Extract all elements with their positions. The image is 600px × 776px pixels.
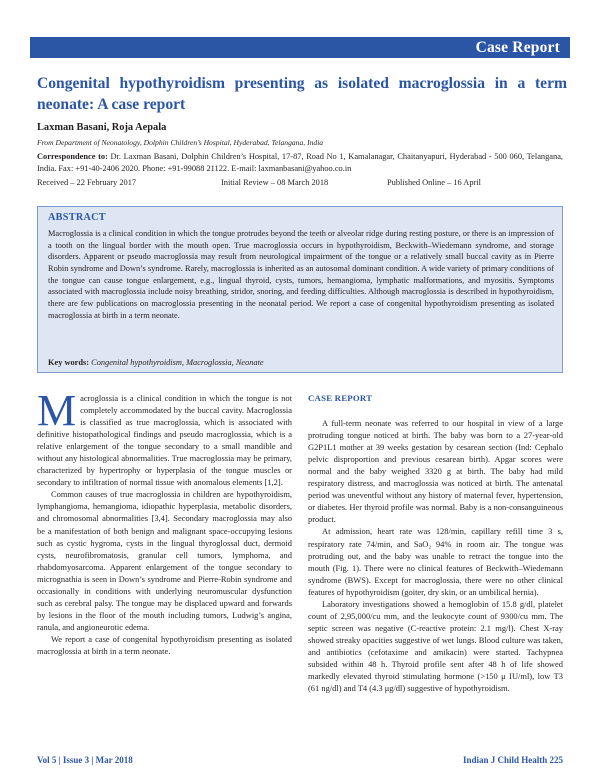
affiliation: From Department of Neonatology, Dolphin Children’s Hospital, Hyderabad, Telangana, India: [37, 138, 324, 147]
case-paragraph-1: A full-term neonate was referred to our hospital in view of a large protruding tongue noticed at birth. The baby was born to a 27-year-old G2P1L1 mother at 39 weeks gestation by cesarean section (Ind: Cephalo pelvic disproportion and previous cesarean birth). Apgar scores were normal and the baby weighed 3320 g at birth. The baby had mild respiratory distress, and macroglossia was noticed at birth. The antenatal period was uneventful without any history of maternal fever, hypertension, or diabetes. Her thyroid profile was normal. Baby is a non-consanguineous product.: [308, 418, 563, 525]
body-right-column: [308, 392, 563, 694]
case-report-heading: CASE REPORT: [308, 393, 373, 403]
abstract-body: Macroglossia is a clinical condition in which the tongue protrudes beyond the teeth or alveolar ridge during resting posture, or there is an impression of a tooth on the lingual border with the mouth open. True macroglossia occurs in hypothyroidism, Beckwith–Wiedemann syndrome, and storage disorders. Apparent or pseudo macroglossia may result from neurological impairment of the tongue or a relatively small buccal cavity as in Pierre Robin syndrome and Down’s syndrome. Rarely, macroglossia is inherited as an autosomal dominant condition. A wide variety of primary conditions of the tongue can cause tongue enlargement, e.g., lingual thyroid, cysts, tumors, hemangioma, lymphatic malformations, and myositis. Symptoms associated with macroglossia include noisy breathing, stridor, snoring, and feeding difficulties. Although macroglossia is described in hypothyroidism, there are few publications on macroglossia presenting in the neonatal period. We report a case of congenital hypothyroidism presenting as isolated macroglossia at birth in a term neonate.: [48, 229, 554, 320]
review-date: Initial Review – 08 March 2018: [221, 178, 329, 187]
keywords-list: Congenital hypothyroidism, Macroglossia, Neonate: [91, 358, 264, 367]
correspondence: [37, 151, 563, 175]
keywords-label: Key words:: [48, 358, 90, 367]
published-date: Published Online – 16 April: [387, 178, 481, 187]
article-title: Congenital hypothyroidism presenting as isolated macroglossia in a term neonate: A case report: [37, 75, 567, 113]
correspondence-text: Dr. Laxman Basani, Dolphin Children’s Hospital, 17-87, Road No 1, Kamalanagar, Chaitanyapuri, Hyderabad - 500 060, Telangana, India. Fax: +91-40-2406 2020. Phone: +91-99088 21122. E-mail: laxmanbasani@yahoo.co.in: [37, 152, 564, 173]
footer-journal-page: Indian J Child Health 225: [462, 755, 563, 765]
received-date: Received – 22 February 2017: [37, 178, 137, 187]
keywords: [48, 358, 264, 367]
section-banner: [30, 37, 570, 58]
section-label: Case Report: [475, 39, 560, 56]
intro-paragraph-2: Common causes of true macroglossia in children are hypothyroidism, lymphangioma, hemangioma, idiopathic hyperplasia, metabolic disorders, and chromosomal abnormalities [3,4]. Secondary macroglossia may also be a manifestation of both benign and malignant space-occupying lesions such as cystic hygroma, cysts in the lingual thyroglossal duct, dermoid cysts, neurofibromatosis, granular cell tumors, lymphoma, and rhabdomyosarcoma. Apparent enlargement of the tongue secondary to micrognathia is seen in Down’s syndrome and Pierre-Robin syndrome and occasionally in conditions with underlying neuromuscular dysfunction such as cerebral palsy. The tongue may be displaced upward and forwards by lesions in the floor of the mouth including tumors, Ludwig’s angina, ranula, and angioneurotic edema.: [37, 489, 292, 632]
correspondence-label: Correspondence to:: [37, 152, 108, 161]
case-paragraph-2: At admission, heart rate was 128/min, capillary refill time 3 s, respiratory rate 74/min, and SaO₂ 94% in room air. The tongue was protruding out, and the baby was unable to retract the tongue into the mouth (Fig. 1). There were no clinical features of Beckwith–Wiedemann syndrome (BWS). Except for macroglossia, there were no other clinical features of hypothyroidism (goiter, dry skin, or an umbilical hernia).: [308, 526, 563, 597]
intro-paragraph-3: We report a case of congenital hypothyroidism presenting as isolated macroglossia at birth in a term neonate.: [37, 633, 292, 656]
body-left-column: [37, 386, 292, 657]
authors: Laxman Basani, Roja Aepala: [37, 122, 167, 133]
intro-paragraph-1: Macroglossia is a clinical condition in which the tongue is not completely accommodated by the buccal cavity. Macroglossia is classified as true macroglossia, which is associated with definitive histopathological findings and pseudo macroglossia, which is a relative enlargement of the tongue secondary to a small mandible and without any histological abnormalities. True macroglossia may be primary, characterized by hypertrophy or hyperplasia of the tongue muscles or secondary to infiltration of normal tissue with anomalous elements [1,2].: [37, 386, 292, 488]
case-paragraph-3: Laboratory investigations showed a hemoglobin of 15.8 g/dl, platelet count of 2,95,000/cu mm, and the leukocyte count of 9300/cu mm. The septic screen was negative (C-reactive protein: 2.1 mg/l). Chest X-ray showed streaky opacities suggestive of wet lungs. Blood culture was taken, and antibiotics (cefotaxime and amikacin) were started. Tachypnea subsided within 48 h. Thyroid profile sent after 48 h of life showed markedly elevated thyroid stimulating hormone (>150 μ IU/ml), low T3 (61 ng/dl) and T4 (4.3 μg/dl) suggestive of hypothyroidism.: [308, 598, 563, 694]
footer-issue: Vol 5 | Issue 3 | Mar 2018: [37, 755, 133, 765]
abstract-box: [37, 206, 563, 373]
abstract-heading: ABSTRACT: [48, 212, 106, 223]
